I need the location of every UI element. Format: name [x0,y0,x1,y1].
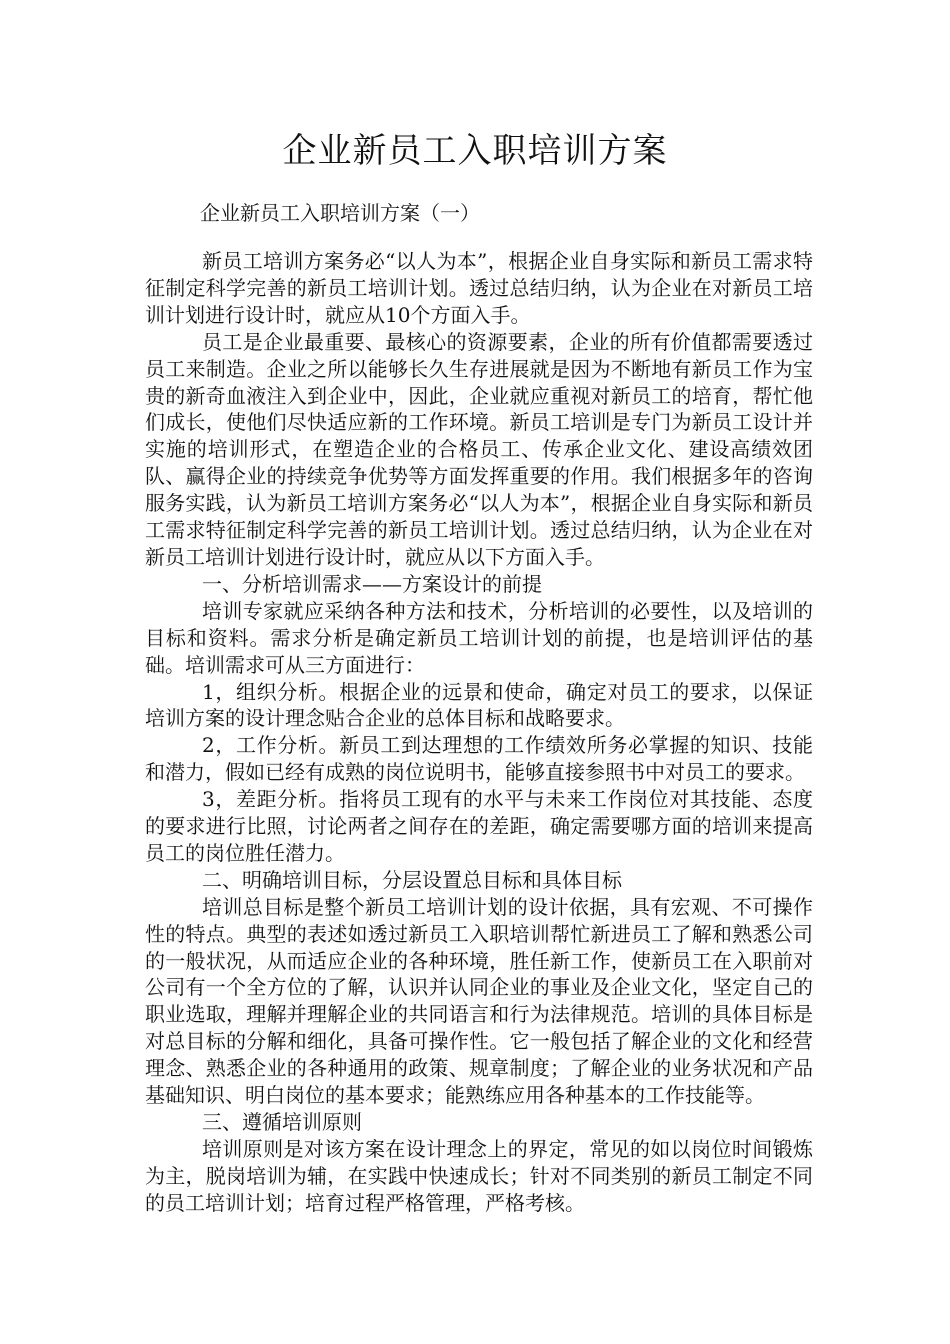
paragraph-needs-analysis: 培训专家就应采纳各种方法和技术，分析培训的必要性，以及培训的目标和资料。需求分析是确定新员工培训计划的前提，也是培训评估的基础。培训需求可从三方面进行： [145,598,813,677]
paragraph-background: 员工是企业最重要、最核心的资源要素，企业的所有价值都需要透过员工来制造。企业之所以能够长久生存进展就是因为不断地有新员工作为宝贵的新奇血液注入到企业中，因此，企业就应重视对新员工的培育，帮忙他们成长，使他们尽快适应新的工作环境。新员工培训是专门为新员工设计并实施的培训形式，在塑造企业的合格员工、传承企业文化、建设高绩效团队、赢得企业的持续竞争优势等方面发挥重要的作用。我们根据多年的咨询服务实践，认为新员工培训方案务必“以人为本”，根据企业自身实际和新员工需求特征制定科学完善的新员工培训计划。透过总结归纳，认为企业在对新员工培训计划进行设计时，就应从以下方面入手。 [145,329,813,569]
section-heading-3: 三、遵循培训原则 [202,1110,362,1134]
list-item-gap-analysis: 3，差距分析。指将员工现有的水平与未来工作岗位对其技能、态度的要求进行比照，讨论两者之间存在的差距，确定需要哪方面的培训来提高员工的岗位胜任潜力。 [145,787,813,865]
paragraph-intro: 新员工培训方案务必“以人为本”，根据企业自身实际和新员工需求特征制定科学完善的新员工培训计划。透过总结归纳，认为企业在对新员工培训计划进行设计时，就应从10个方面入手。 [145,249,813,327]
document-title: 企业新员工入职培训方案 [282,131,668,171]
section-heading-2: 二、明确培训目标，分层设置总目标和具体目标 [202,867,622,892]
paragraph-training-principles: 培训原则是对该方案在设计理念上的界定，常见的如以岗位时间锻炼为主，脱岗培训为辅，在实践中快速成长；针对不同类别的新员工制定不同的员工培训计划；培育过程严格管理，严格考核。 [145,1136,813,1215]
document-subtitle: 企业新员工入职培训方案（一） [200,201,480,225]
document-body [145,248,813,1217]
section-heading-1: 一、分析培训需求——方案设计的前提 [202,571,542,596]
list-item-job-analysis: 2，工作分析。新员工到达理想的工作绩效所务必掌握的知识、技能和潜力，假如已经有成熟的岗位说明书，能够直接参照书中对员工的要求。 [145,733,813,785]
list-item-org-analysis: 1，组织分析。根据企业的远景和使命，确定对员工的要求，以保证培训方案的设计理念贴合企业的总体目标和战略要求。 [145,679,813,731]
paragraph-training-goals: 培训总目标是整个新员工培训计划的设计依据，具有宏观、不可操作性的特点。典型的表述如透过新员工入职培训帮忙新进员工了解和熟悉公司的一般状况，从而适应企业的各种环境，胜任新工作，使新员工在入职前对公司有一个全方位的了解，认识并认同企业的事业及企业文化，坚定自己的职业选取，理解并理解企业的共同语言和行为法律规范。培训的具体目标是对总目标的分解和细化，具备可操作性。它一般包括了解企业的文化和经营理念、熟悉企业的各种通用的政策、规章制度；了解企业的业务状况和产品基础知识、明白岗位的基本要求；能熟练应用各种基本的工作技能等。 [145,894,813,1108]
